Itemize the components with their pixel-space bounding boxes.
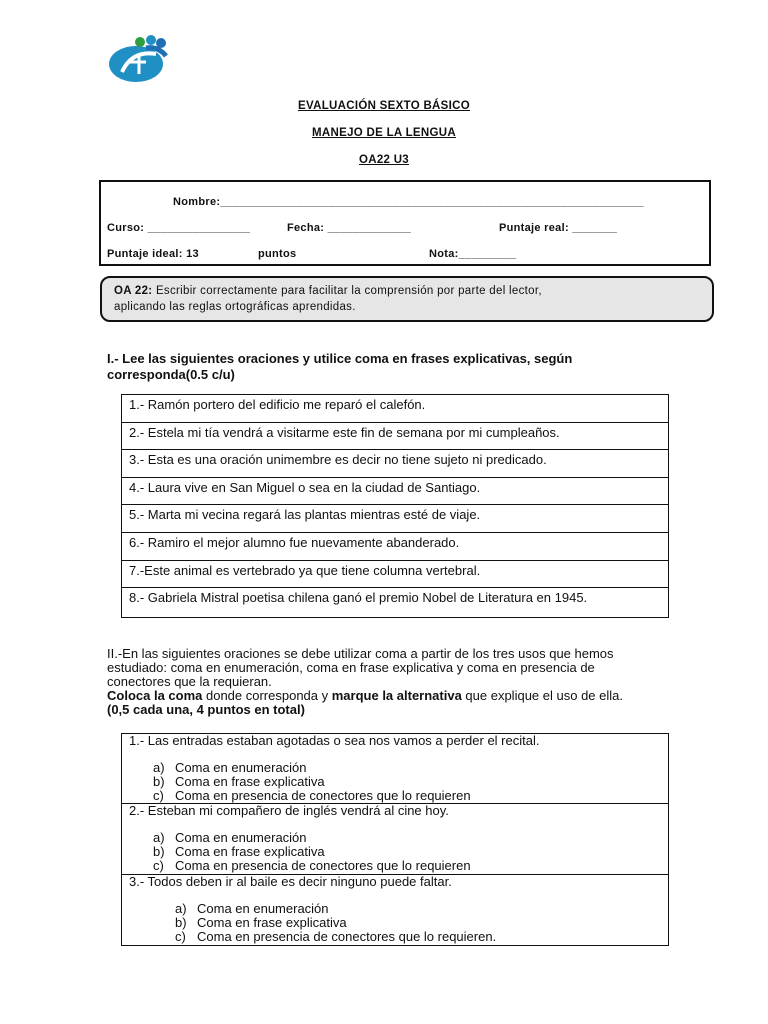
- objective-box: [100, 276, 714, 322]
- question-text[interactable]: 3.- Todos deben ir al baile es decir ninguno puede faltar.: [129, 874, 452, 889]
- sentence-item[interactable]: 8.- Gabriela Mistral poetisa chilena ganó el premio Nobel de Literatura en 1945.: [122, 588, 669, 618]
- option-c[interactable]: c) Coma en presencia de conectores que lo requieren: [153, 858, 471, 873]
- option-a[interactable]: a) Coma en enumeración: [153, 830, 307, 845]
- document-code: OA22 U3: [358, 154, 410, 166]
- question-cell: [122, 875, 669, 946]
- question-text[interactable]: 2.- Esteban mi compañero de inglés vendrá al cine hoy.: [129, 803, 449, 818]
- course-field[interactable]: Curso: ________________: [107, 222, 251, 234]
- objective-label: OA 22:: [114, 285, 153, 297]
- date-field[interactable]: Fecha: _____________: [287, 222, 412, 234]
- section2-table: [121, 733, 669, 946]
- sentence-item[interactable]: 3.- Esta es una oración unimembre es decir no tiene sujeto ni predicado.: [122, 450, 669, 478]
- option-b[interactable]: b) Coma en frase explicativa: [153, 844, 325, 859]
- objective-text-2: aplicando las reglas ortográficas aprendidas.: [114, 301, 356, 313]
- question-cell: [122, 804, 669, 875]
- section2-instructions: Coloca la coma donde corresponda y marque la alternativa que explique el uso de ella.: [107, 688, 623, 703]
- sentence-item[interactable]: 1.- Ramón portero del edificio me reparó el calefón.: [122, 395, 669, 423]
- sentence-item[interactable]: 6.- Ramiro el mejor alumno fue nuevamente abanderado.: [122, 532, 669, 560]
- section1-title: I.- Lee las siguientes oraciones y utilice coma en frases explicativas, según corresponda(0.5 c/u): [107, 351, 573, 382]
- grade-field[interactable]: Nota:_________: [429, 248, 517, 260]
- sentence-item[interactable]: 4.- Laura vive en San Miguel o sea en la ciudad de Santiago.: [122, 477, 669, 505]
- school-logo: [106, 34, 172, 84]
- option-a[interactable]: a) Coma en enumeración: [175, 901, 329, 916]
- section2-points: (0,5 cada una, 4 puntos en total): [107, 702, 305, 717]
- question-text[interactable]: 1.- Las entradas estaban agotadas o sea nos vamos a perder el recital.: [129, 733, 540, 748]
- points-label: puntos: [258, 248, 297, 260]
- sentence-item[interactable]: 7.-Este animal es vertebrado ya que tiene columna vertebral.: [122, 560, 669, 588]
- section2-intro: II.-En las siguientes oraciones se debe utilizar coma a partir de los tres usos que hemos estudiado: coma en enumeración, coma en frase explicativa y coma en presencia de conectores que la requieran. Coloca la coma donde corresponda y marque la alternativa que explique el uso de ella. (0,5 cada una, 4 puntos en total): [107, 647, 717, 717]
- real-score-field[interactable]: Puntaje real: _______: [499, 222, 618, 234]
- name-field[interactable]: Nombre:__________________________________________________________________: [173, 196, 644, 208]
- sentence-item[interactable]: 2.- Estela mi tía vendrá a visitarme este fin de semana por mi cumpleaños.: [122, 422, 669, 450]
- document-title: EVALUACIÓN SEXTO BÁSICO: [298, 100, 470, 112]
- option-c[interactable]: c) Coma en presencia de conectores que lo requieren.: [175, 929, 497, 944]
- section1-table: [121, 394, 669, 618]
- option-c[interactable]: c) Coma en presencia de conectores que lo requieren: [153, 788, 471, 803]
- ideal-score-label: Puntaje ideal: 13: [107, 248, 199, 260]
- sentence-item[interactable]: 5.- Marta mi vecina regará las plantas mientras esté de viaje.: [122, 505, 669, 533]
- option-a[interactable]: a) Coma en enumeración: [153, 760, 307, 775]
- question-cell: [122, 734, 669, 804]
- option-b[interactable]: b) Coma en frase explicativa: [175, 915, 347, 930]
- document-subtitle: MANEJO DE LA LENGUA: [312, 127, 456, 139]
- student-info-box: [99, 180, 711, 266]
- objective-text-1: Escribir correctamente para facilitar la comprensión por parte del lector,: [152, 285, 542, 297]
- option-b[interactable]: b) Coma en frase explicativa: [153, 774, 325, 789]
